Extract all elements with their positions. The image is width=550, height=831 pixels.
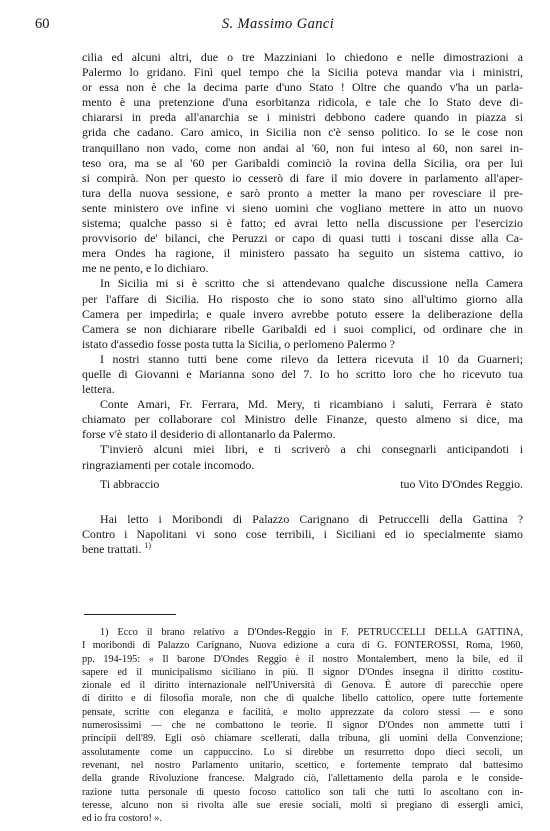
text-line: di diritto e di filosofia morale, non che di qualche libello cattolico, opere tutte fortemente — [82, 693, 523, 705]
text-line: teso ora, ma se al '60 per Garibaldi cominciò la rovina della Sicilia, ora per lui — [82, 155, 523, 170]
text-line: ed io fra costoro! ». — [82, 813, 163, 825]
text-line: Contro i Napolitani vi sono cose terribili, i Siciliani ed io specialmente siamo — [82, 526, 523, 541]
text-line: sistema; qualche passo si è fatto; ed avrai letto nella discussione per l'esercizio — [82, 216, 523, 231]
signoff — [82, 477, 523, 492]
text-line: assolutamente come un cappuccino. Lo si direbbe un resurretto dopo dieci secoli, un — [82, 746, 523, 758]
text-line: grida che cadano. Caro amico, in Sicilia non c'è senso politico. Io se le cose non — [82, 125, 523, 140]
signoff-signature: tuo Vito D'Ondes Reggio. — [400, 476, 523, 491]
footnote — [82, 626, 523, 825]
text-line: Hai letto i Moribondi di Palazzo Carignano di Petruccelli della Gattina ? — [100, 511, 523, 526]
text-line: T'invierò alcuni miei libri, e ti scriverò a chi consegnarli anticipandoti i — [100, 442, 523, 457]
text-line: sente ministero ove infine vi sieno uomini che vogliano mettere in atto un nuovo — [82, 200, 523, 215]
text-line: sapere ed il municipalismo siciliano in più. Il signor D'Ondes insegna il diritto costitu- — [82, 666, 523, 678]
text-line: Camera per impedirla; e quale invero avrebbe potuto essere la deliberazione della — [82, 306, 523, 321]
text-line: Camera se non dichiarare ribelle Garibaldi ed i suoi complici, od ordinare che in — [82, 321, 523, 336]
paragraph-2 — [82, 276, 523, 351]
text-line: In Sicilia mi si è scritto che si attendevano qualche discussione nella Camera — [100, 276, 523, 291]
text-line: numerosissimi — che ne combattono le teorie. Il signor D'Ondes non ammette tutti i — [82, 720, 523, 732]
text-line: lettera. — [82, 382, 115, 397]
text-line: forse v'è stato il desiderio di allontanarlo da Palermo. — [82, 427, 336, 442]
text-line: ringraziamenti per cotale incomodo. — [82, 457, 255, 472]
text-line: mento è una pretenzione d'una esorbitanza ridicola, e tale che lo Stato deve di- — [82, 95, 523, 110]
text-line: teresse, alcuno non si rivolta alle sue eresie sociali, molti si pregiano di essergli amici, — [82, 799, 523, 811]
paragraph-3 — [82, 352, 523, 397]
text-line: tura della nuova sessione, e sarò pronto a metter la mano per rovesciare il pre- — [82, 185, 523, 200]
text-line: istato d'assedio fosse posta tutta la Sicilia, o perlomeno Palermo ? — [82, 336, 395, 351]
paragraph-5 — [82, 442, 523, 472]
text-line: chiamato per collaborare col Ministro delle Finanze, questo almeno si dice, ma — [82, 412, 523, 427]
text-line: della grande Rivoluzione francese. Malgrado ciò, l'allettamento della parola e le conside- — [82, 773, 523, 785]
text-line: pp. 194-195: « Il barone D'Ondes Reggio è il nostro Montalembert, meno la bile, ed il — [82, 653, 523, 665]
text-line: 1) Ecco il brano relativo a D'Ondes-Reggio in F. PETRUCCELLI DELLA GATTINA, — [100, 627, 523, 638]
text-line: provvisorio de' bilanci, che Peruzzi or capo di quasi tutti i toscani disse alla Ca- — [82, 231, 523, 246]
text-line: chiararsi in preda all'anarchia se i ministri debbono cadere quando in piazza si — [82, 110, 523, 125]
paragraph-4 — [82, 397, 523, 442]
text-line: si compirà. Non per questo io cesserò di fare il mio dovere in parlamento all'aper- — [82, 170, 523, 185]
signoff-greeting: Ti abbraccio — [100, 476, 160, 491]
text-line: Conte Amari, Fr. Ferrara, Md. Mery, ti ricambiano i saluti, Ferrara è stato — [100, 397, 523, 412]
postscript — [82, 512, 523, 557]
text-line: mera Ondes ha ragione, il ministero passato ha seguito un sistema cattivo, io — [82, 246, 523, 261]
footnote-marker: 1) — [144, 541, 152, 550]
text-line: cilia ed alcuni altri, due o tre Mazziniani lo chiedono e nelle dimostrazioni a — [82, 50, 523, 64]
text-line: bene trattati. $^{1)}$ — [82, 541, 152, 556]
text-line: zionale ed il diritto internazionale nell'Università di Genova. È autore di parecchie opere — [82, 680, 523, 692]
text-line: razione tutta personale di questo focoso cattolico son tali che tutti lo ascoltano con in- — [82, 786, 523, 798]
text-line: me ne pento, e lo dichiaro. — [82, 261, 209, 276]
running-title: S. Massimo Ganci — [221, 16, 335, 32]
text-line: pensate, scritte con eleganza e facilità, e molto apprezzate da coloro stessi — e sono — [82, 706, 523, 718]
letter-body — [82, 50, 523, 557]
text-line: I nostri stanno tutti bene come rilevo da lettera ricevuta il 10 da Guarneri; — [100, 351, 523, 366]
paragraph-1 — [82, 50, 523, 276]
text-line: revenant, nel nostro Parlamento unitario, scettico, e fortemente temprato dal battesimo — [82, 759, 523, 771]
page-number: 60 — [35, 16, 50, 32]
page-header — [33, 12, 523, 36]
text-line: per l'affare di Sicilia. Ho risposto che io sono stato sino all'ultimo giorno alla — [82, 291, 523, 306]
text-line: quelle di Giovanni e Marianna sono del 7. Io ho scritto loro che ho ricevuto tua — [82, 366, 523, 381]
text-line: Palermo lo gridano. Finì quel tempo che la Sicilia poteva mandar via i ministri, — [82, 65, 523, 80]
text-line: tranquillano non vado, come non andai al '60, non fui inteso al 60, non sarei in- — [82, 140, 523, 155]
text-line: or essa non è che la decima parte d'uno Stato ! Oltre che quando v'ha un parla- — [82, 80, 523, 95]
text-line: principii dell'89. Egli osò chiamare scellerati, dalla tribuna, gli uomini della Convenzione; — [82, 733, 523, 745]
footnote-rule — [84, 614, 176, 615]
text-line: I moribondi di Palazzo Carignano, Nuova edizione a cura di G. FONTEROSSI, Roma, 1960, — [82, 640, 523, 652]
